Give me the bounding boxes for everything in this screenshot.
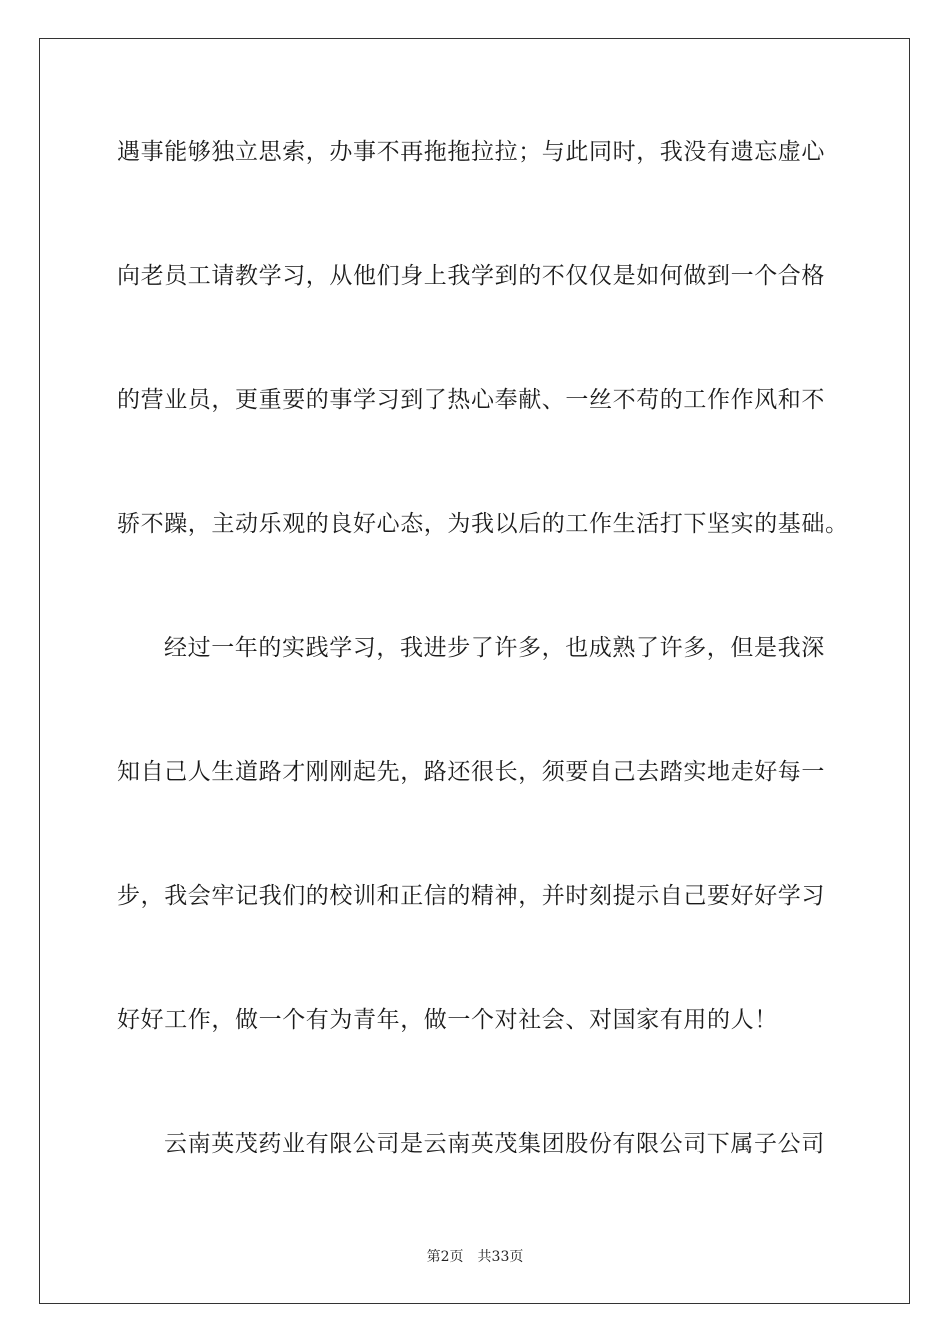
text-line-4: 骄不躁，主动乐观的良好心态，为我以后的工作生活打下坚实的基础。	[117, 511, 849, 537]
page-border	[39, 38, 910, 1304]
text-line-8: 好好工作，做一个有为青年，做一个对社会、对国家有用的人！	[117, 1007, 778, 1033]
text-line-1: 遇事能够独立思索，办事不再拖拖拉拉；与此同时，我没有遗忘虚心	[117, 139, 825, 165]
page-number-total: 共33页	[477, 1249, 524, 1265]
text-line-5-paragraph-start: 经过一年的实践学习，我进步了许多，也成熟了许多，但是我深	[164, 635, 825, 661]
text-line-6: 知自己人生道路才刚刚起先，路还很长，须要自己去踏实地走好每一	[117, 759, 825, 785]
text-line-3: 的营业员，更重要的事学习到了热心奉献、一丝不苟的工作作风和不	[117, 387, 825, 413]
text-line-9-paragraph-start: 云南英茂药业有限公司是云南英茂集团股份有限公司下属子公司	[164, 1131, 825, 1157]
page-footer	[0, 1246, 950, 1266]
text-line-7: 步，我会牢记我们的校训和正信的精神，并时刻提示自己要好好学习	[117, 883, 825, 909]
text-line-2: 向老员工请教学习，从他们身上我学到的不仅仅是如何做到一个合格	[117, 263, 825, 289]
page-number-current: 第2页	[426, 1249, 464, 1265]
